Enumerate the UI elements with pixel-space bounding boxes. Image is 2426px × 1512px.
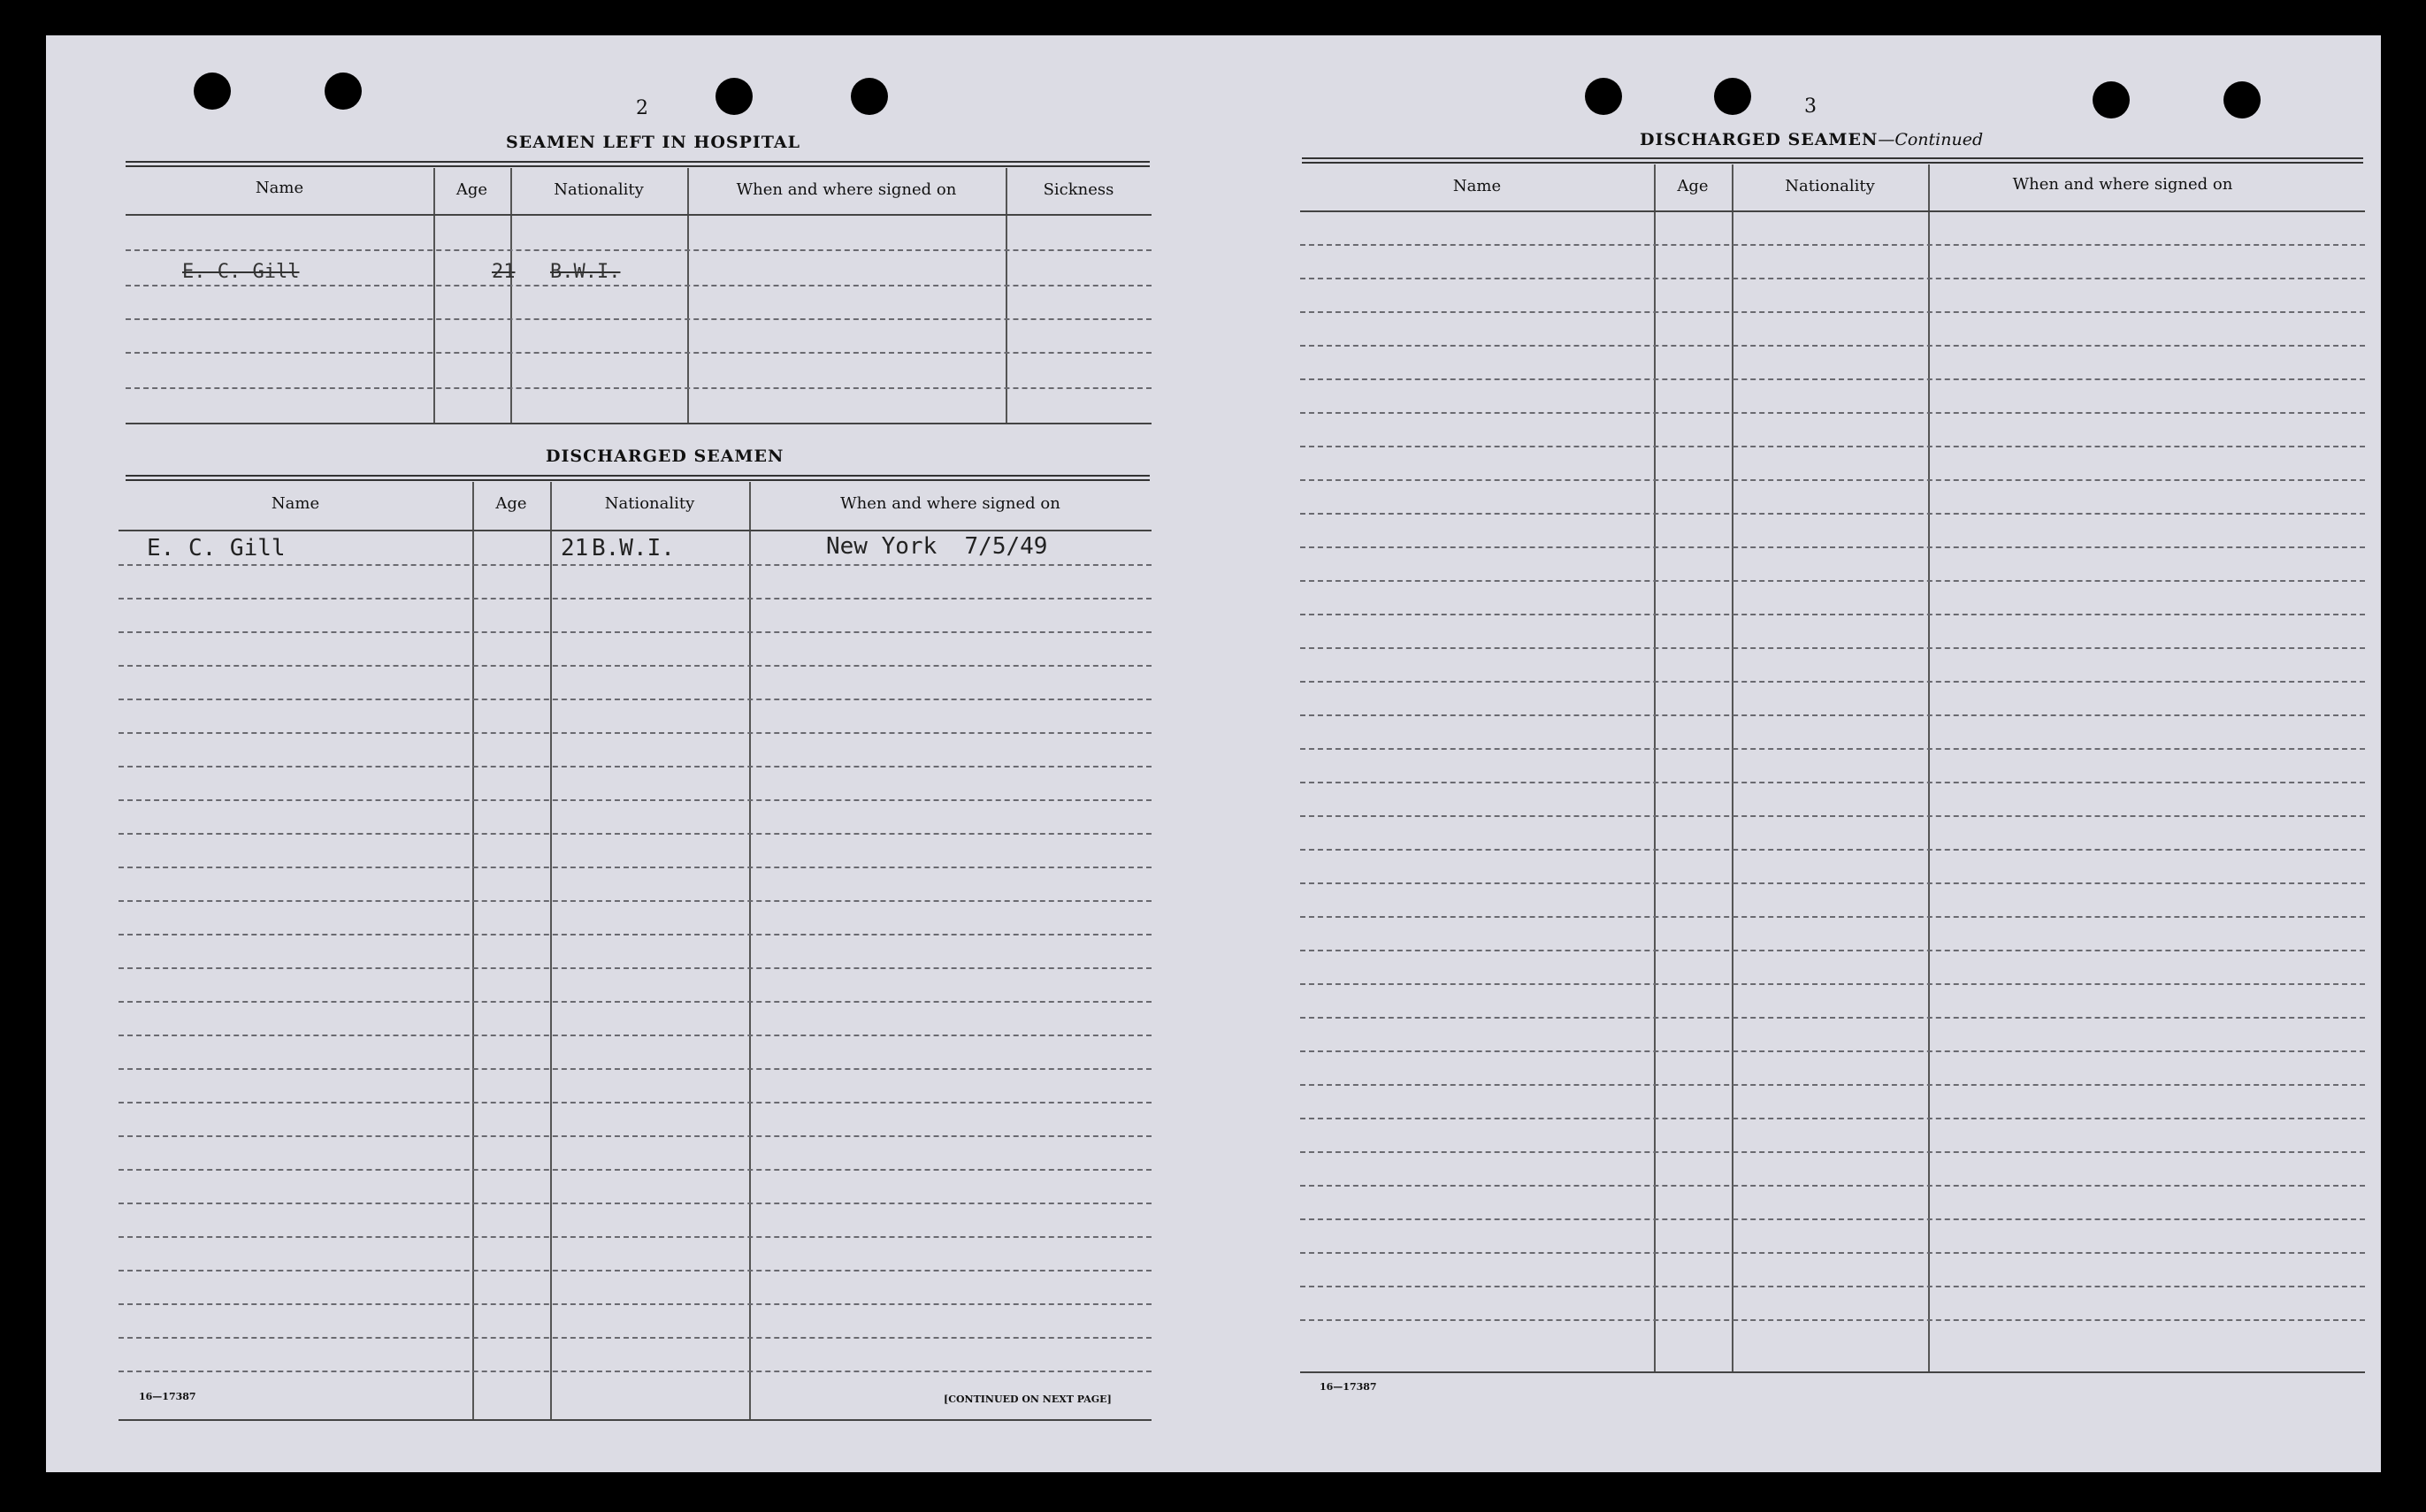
row-line xyxy=(1300,714,2365,716)
page-number-right: 3 xyxy=(1804,95,1817,118)
col-header-nationality: Nationality xyxy=(604,494,695,513)
discharged-continued-table xyxy=(1300,164,2365,1420)
row-line xyxy=(119,598,1152,599)
row-line xyxy=(119,732,1152,734)
col-header-name: Name xyxy=(271,494,320,513)
row-line xyxy=(119,1236,1152,1238)
col-divider xyxy=(510,168,512,423)
punch-hole xyxy=(1714,78,1751,115)
page-number-left: 2 xyxy=(636,97,648,119)
row-line xyxy=(1300,1118,2365,1119)
row-line xyxy=(1300,1017,2365,1019)
row-line xyxy=(1300,1319,2365,1321)
col-header-sickness: Sickness xyxy=(1043,180,1114,199)
row-line xyxy=(1300,311,2365,313)
col-header-name: Name xyxy=(1452,177,1502,195)
row-line xyxy=(1300,950,2365,951)
typed-name: E. C. Gill xyxy=(147,535,286,561)
col-header-nationality: Nationality xyxy=(1785,177,1875,195)
row-line xyxy=(119,699,1152,700)
col-divider xyxy=(433,168,435,423)
row-line xyxy=(119,867,1152,868)
col-header-signed-on: When and where signed on xyxy=(736,180,957,199)
right-top-rule xyxy=(1302,157,2363,164)
row-line xyxy=(119,1270,1152,1271)
row-line xyxy=(119,1371,1152,1372)
typed-age: 21 xyxy=(561,535,589,561)
col-divider xyxy=(550,482,552,1419)
col-divider xyxy=(749,482,751,1419)
discharged-continued-title xyxy=(1640,130,1983,149)
row-line xyxy=(1300,614,2365,615)
row-line xyxy=(126,318,1152,320)
header-underline xyxy=(126,214,1152,216)
row-line xyxy=(119,833,1152,835)
row-line xyxy=(1300,278,2365,279)
punch-hole xyxy=(2093,81,2130,118)
row-line xyxy=(119,1102,1152,1103)
punch-hole xyxy=(325,73,362,110)
row-line xyxy=(119,631,1152,633)
row-line xyxy=(1300,1084,2365,1086)
form-number-right: 16—17387 xyxy=(1320,1381,1377,1393)
col-header-nationality: Nationality xyxy=(554,180,644,199)
col-divider xyxy=(472,482,474,1419)
col-header-signed-on: When and where signed on xyxy=(2012,175,2233,194)
col-header-signed-on: When and where signed on xyxy=(840,494,1060,513)
row-line xyxy=(119,1337,1152,1339)
row-line xyxy=(1300,1286,2365,1287)
hospital-title: SEAMEN LEFT IN HOSPITAL xyxy=(506,133,800,152)
row-line xyxy=(1300,983,2365,985)
row-line xyxy=(1300,647,2365,649)
discharged-top-rule xyxy=(126,475,1150,481)
manifest-sheet xyxy=(46,35,2381,1472)
header-underline xyxy=(1300,210,2365,212)
row-line xyxy=(1300,378,2365,380)
row-line xyxy=(119,1068,1152,1070)
table-bottom-rule xyxy=(119,1419,1152,1421)
hospital-table xyxy=(126,168,1152,424)
row-line xyxy=(1300,580,2365,582)
struck-name: E. C. Gill xyxy=(182,261,300,283)
row-line xyxy=(126,352,1152,354)
hospital-top-rule xyxy=(126,161,1150,167)
table-bottom-rule xyxy=(1300,1371,2365,1373)
row-line xyxy=(1300,849,2365,851)
row-line xyxy=(1300,345,2365,347)
row-line xyxy=(1300,916,2365,918)
struck-age: 21 xyxy=(492,261,516,283)
row-line xyxy=(119,1135,1152,1137)
row-line xyxy=(1300,244,2365,246)
col-header-name: Name xyxy=(255,179,304,197)
row-line xyxy=(119,564,1152,566)
row-line xyxy=(119,766,1152,767)
punch-hole xyxy=(194,73,231,110)
row-line xyxy=(1300,681,2365,683)
row-line xyxy=(119,665,1152,667)
table-bottom-rule xyxy=(126,423,1152,424)
col-header-age: Age xyxy=(455,180,488,199)
row-line xyxy=(119,1169,1152,1171)
row-line xyxy=(119,1035,1152,1036)
row-line xyxy=(126,285,1152,286)
typed-signed-on: New York 7/5/49 xyxy=(826,533,1048,560)
row-line xyxy=(1300,882,2365,884)
discharged-continued-title-text: DISCHARGED SEAMEN xyxy=(1640,130,1879,149)
row-line xyxy=(126,249,1152,251)
row-line xyxy=(1300,748,2365,750)
col-divider xyxy=(687,168,689,423)
row-line xyxy=(119,1001,1152,1003)
punch-hole xyxy=(1585,78,1622,115)
row-line xyxy=(1300,1252,2365,1254)
discharged-title: DISCHARGED SEAMEN xyxy=(546,447,784,466)
punch-hole xyxy=(716,78,753,115)
discharged-table xyxy=(119,482,1152,1421)
continued-note: [CONTINUED ON NEXT PAGE] xyxy=(944,1394,1112,1405)
row-line xyxy=(1300,1151,2365,1153)
punch-hole xyxy=(2223,81,2261,118)
col-divider xyxy=(1006,168,1007,423)
row-line xyxy=(119,967,1152,969)
row-line xyxy=(1300,815,2365,817)
struck-nationality: B.W.I. xyxy=(550,261,621,283)
title-suffix: —Continued xyxy=(1878,130,1984,149)
typed-nationality: B.W.I. xyxy=(592,535,675,561)
col-header-age: Age xyxy=(495,494,527,513)
row-line xyxy=(119,900,1152,902)
row-line xyxy=(1300,479,2365,481)
row-line xyxy=(1300,1218,2365,1220)
row-line xyxy=(1300,1050,2365,1052)
row-line xyxy=(126,387,1152,389)
punch-hole xyxy=(851,78,888,115)
row-line xyxy=(1300,1185,2365,1187)
header-underline xyxy=(119,530,1152,531)
row-line xyxy=(1300,446,2365,447)
col-header-age: Age xyxy=(1677,177,1709,195)
row-line xyxy=(1300,546,2365,548)
row-line xyxy=(119,1203,1152,1204)
row-line xyxy=(1300,412,2365,414)
row-line xyxy=(119,1303,1152,1305)
form-number-left: 16—17387 xyxy=(139,1391,196,1402)
row-line xyxy=(1300,782,2365,783)
row-line xyxy=(119,799,1152,801)
row-line xyxy=(119,934,1152,935)
row-line xyxy=(1300,513,2365,515)
